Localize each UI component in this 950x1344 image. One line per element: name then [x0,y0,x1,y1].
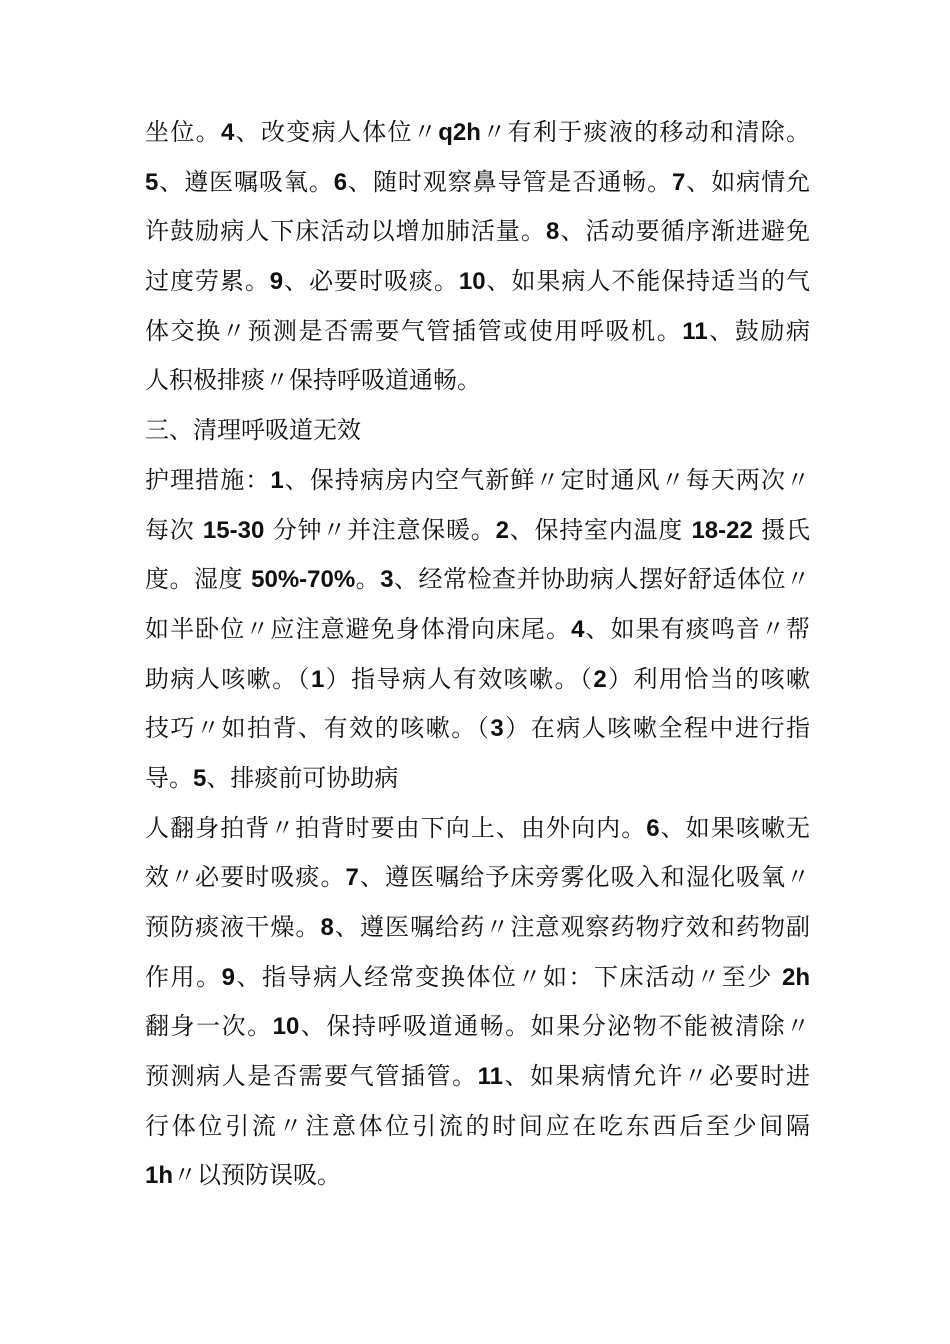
text-line: 预测病人是否需要气管插管。11、如果病情允许〃必要时进 [145,1062,811,1091]
text-line: 导。5、排痰前可协助病 [145,763,399,792]
text-line: 人积极排痰〃保持呼吸道通畅。 [145,366,481,395]
text-line: 许鼓励病人下床活动以增加肺活量。8、活动要循序渐进避免 [145,217,811,246]
text-line: 5、遵医嘱吸氧。6、随时观察鼻导管是否通畅。7、如病情允 [145,167,811,196]
text-line: 技巧〃如拍背、有效的咳嗽。（3）在病人咳嗽全程中进行指 [145,714,810,743]
section-heading: 三、清理呼吸道无效 [145,416,361,445]
text-line: 作用。9、指导病人经常变换体位〃如：下床活动〃至少 2h [145,962,810,991]
text-line: 助病人咳嗽。（1）指导病人有效咳嗽。（2）利用恰当的咳嗽 [145,664,811,693]
text-line: 1h〃以预防误吸。 [145,1161,342,1190]
text-line: 人翻身拍背〃拍背时要由下向上、由外向内。6、如果咳嗽无 [145,813,811,842]
text-line: 行体位引流〃注意体位引流的时间应在吃东西后至少间隔 [145,1111,810,1140]
text-line: 每次 15-30 分钟〃并注意保暖。2、保持室内温度 18-22 摄氏 [145,515,810,544]
text-line: 翻身一次。10、保持呼吸道通畅。如果分泌物不能被清除〃 [145,1012,811,1041]
text-line: 如半卧位〃应注意避免身体滑向床尾。4、如果有痰鸣音〃帮 [145,614,811,643]
text-line: 度。湿度 50%-70%。3、经常检查并协助病人摆好舒适体位〃 [145,565,811,594]
text-line: 坐位。4、改变病人体位〃q2h〃有利于痰液的移动和清除。 [145,118,811,146]
text-line: 效〃必要时吸痰。7、遵医嘱给予床旁雾化吸入和湿化吸氧〃 [145,863,811,892]
text-line: 过度劳累。9、必要时吸痰。10、如果病人不能保持适当的气 [145,267,811,296]
body-text [145,108,810,1201]
text-line: 护理措施：1、保持病房内空气新鲜〃定时通风〃每天两次〃 [145,465,811,494]
text-line: 体交换〃预测是否需要气管插管或使用呼吸机。11、鼓励病 [145,316,811,345]
text-line: 预防痰液干燥。8、遵医嘱给药〃注意观察药物疗效和药物副 [145,913,811,941]
